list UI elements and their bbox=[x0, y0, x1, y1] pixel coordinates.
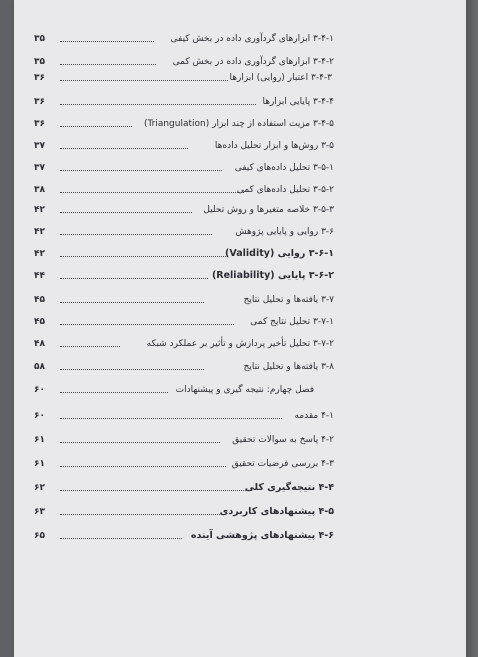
toc-entry-title: ۴-۶ پیشنهادهای پژوهشی آینده bbox=[190, 530, 334, 541]
toc-leader-dots bbox=[60, 369, 204, 370]
toc-leader-dots bbox=[60, 64, 156, 65]
toc-page-number: ۴۲ bbox=[34, 205, 45, 215]
toc-leader-dots bbox=[60, 256, 226, 257]
toc-entry[interactable] bbox=[14, 92, 466, 112]
toc-entry-title: ۳-۴-۵ مزیت استفاده از چند ابزار (Triangulation) bbox=[143, 119, 334, 129]
toc-leader-dots bbox=[60, 104, 256, 105]
toc-entry[interactable] bbox=[14, 244, 466, 264]
toc-page-number: ۶۵ bbox=[34, 531, 45, 541]
toc-leader-dots bbox=[60, 212, 192, 213]
toc-leader-dots bbox=[60, 346, 120, 347]
toc-chapter-entry[interactable] bbox=[14, 380, 466, 400]
toc-entry-title: ۳-۴-۲ ابزارهای گردآوری داده در بخش کمی bbox=[172, 57, 334, 67]
toc-page-number: ۴۵ bbox=[34, 317, 45, 327]
toc-leader-dots bbox=[60, 392, 168, 393]
toc-entry-title: ۳-۴-۳ اعتبار (روایی) ابزارها bbox=[229, 73, 332, 83]
toc-leader-dots bbox=[60, 302, 204, 303]
toc-leader-dots bbox=[60, 234, 212, 235]
toc-entry[interactable] bbox=[14, 502, 466, 522]
toc-page-number: ۳۶ bbox=[34, 73, 45, 83]
toc-page-number: ۴۲ bbox=[34, 227, 45, 237]
toc-page-number: ۶۱ bbox=[34, 459, 45, 469]
toc-page-number: ۳۵ bbox=[34, 57, 45, 67]
toc-entry-title: ۴-۵ پیشنهادهای کاربردی bbox=[219, 506, 334, 517]
toc-leader-dots bbox=[60, 418, 282, 419]
toc-leader-dots bbox=[60, 41, 154, 42]
toc-entry-title: ۴-۲ پاسخ به سوالات تحقیق bbox=[232, 435, 334, 445]
toc-page-number: ۴۸ bbox=[34, 339, 45, 349]
toc-entry[interactable] bbox=[14, 180, 466, 200]
toc-leader-dots bbox=[60, 324, 234, 325]
toc-entry[interactable] bbox=[14, 357, 466, 377]
toc-entry[interactable] bbox=[14, 454, 466, 474]
toc-leader-dots bbox=[60, 514, 222, 515]
toc-page-number: ۶۱ bbox=[34, 435, 45, 445]
toc-entry[interactable] bbox=[14, 68, 466, 88]
toc-entry[interactable] bbox=[14, 266, 466, 286]
toc-page-number: ۶۲ bbox=[34, 483, 45, 493]
toc-entry-title: ۳-۵-۱ تحلیل داده‌های کیفی bbox=[234, 163, 334, 173]
toc-leader-dots bbox=[60, 80, 228, 81]
toc-page-number: ۳۸ bbox=[34, 185, 45, 195]
toc-entry[interactable] bbox=[14, 526, 466, 546]
toc-page-number: ۶۰ bbox=[34, 411, 45, 421]
toc-entry-title: ۳-۶-۲ پایایی (Reliability) bbox=[211, 270, 334, 281]
toc-leader-dots bbox=[60, 126, 132, 127]
toc-entry[interactable] bbox=[14, 290, 466, 310]
toc-page-number: ۵۸ bbox=[34, 362, 45, 372]
toc-entry-title: ۴-۱ مقدمه bbox=[294, 411, 334, 421]
toc-entry[interactable] bbox=[14, 406, 466, 426]
toc-entry-title: ۳-۶-۱ روایی (Validity) bbox=[225, 248, 334, 259]
toc-entry-title: ۳-۷-۲ تحلیل تأخیر پردازش و تأثیر بر عملکرد شبکه bbox=[146, 339, 334, 349]
toc-entry-title: ۴-۴ نتیجه‌گیری کلی bbox=[244, 482, 334, 493]
document-page bbox=[14, 0, 466, 657]
toc-entry-title: ۳-۸ یافته‌ها و تحلیل نتایج bbox=[243, 362, 334, 372]
toc-entry-title: ۳-۴-۴ پایایی ابزارها bbox=[262, 97, 334, 107]
toc-entry[interactable] bbox=[14, 136, 466, 156]
toc-leader-dots bbox=[60, 148, 188, 149]
toc-entry[interactable] bbox=[14, 478, 466, 498]
toc-leader-dots bbox=[60, 278, 208, 279]
toc-entry[interactable] bbox=[14, 29, 466, 49]
toc-entry-title: ۴-۳ بررسی فرضیات تحقیق bbox=[231, 459, 334, 469]
toc-entry-title: ۳-۷ یافته‌ها و تحلیل نتایج bbox=[243, 295, 334, 305]
page-edge-shadow bbox=[466, 0, 478, 657]
toc-entry-title: ۳-۵-۲ تحلیل داده‌های کمی bbox=[236, 185, 334, 195]
toc-chapter-title: فصل چهارم: نتیجه گیری و پیشنهادات bbox=[175, 385, 314, 395]
toc-page-number: ۴۲ bbox=[34, 249, 45, 259]
toc-leader-dots bbox=[60, 490, 252, 491]
toc-page-number: ۳۶ bbox=[34, 97, 45, 107]
toc-page-number: ۶۰ bbox=[34, 385, 45, 395]
toc-leader-dots bbox=[60, 538, 182, 539]
toc-page-number: ۳۵ bbox=[34, 34, 45, 44]
toc-page-number: ۳۷ bbox=[34, 163, 45, 173]
toc-entry-title: ۳-۷-۱ تحلیل نتایج کمی bbox=[250, 317, 334, 327]
toc-entry[interactable] bbox=[14, 312, 466, 332]
toc-entry-title: ۳-۴-۱ ابزارهای گردآوری داده در بخش کیفی bbox=[170, 34, 334, 44]
toc-leader-dots bbox=[60, 170, 222, 171]
toc-entry-title: ۳-۵-۳ خلاصه متغیرها و روش تحلیل bbox=[203, 205, 334, 215]
toc-entry[interactable] bbox=[14, 334, 466, 354]
toc-entry[interactable] bbox=[14, 114, 466, 134]
toc-page-number: ۶۳ bbox=[34, 507, 45, 517]
toc-entry[interactable] bbox=[14, 430, 466, 450]
toc-entry[interactable] bbox=[14, 200, 466, 220]
toc-page-number: ۴۴ bbox=[34, 271, 45, 281]
toc-page-number: ۴۵ bbox=[34, 295, 45, 305]
toc-entry[interactable] bbox=[14, 158, 466, 178]
toc-leader-dots bbox=[60, 442, 220, 443]
toc-entry-title: ۳-۵ روش‌ها و ابزار تحلیل داده‌ها bbox=[214, 141, 334, 151]
toc-leader-dots bbox=[60, 192, 244, 193]
toc-page-number: ۳۶ bbox=[34, 119, 45, 129]
toc-entry[interactable] bbox=[14, 222, 466, 242]
toc-entry-title: ۳-۶ روایی و پایایی پژوهش bbox=[235, 227, 334, 237]
toc-page-number: ۳۷ bbox=[34, 141, 45, 151]
toc-leader-dots bbox=[60, 466, 226, 467]
